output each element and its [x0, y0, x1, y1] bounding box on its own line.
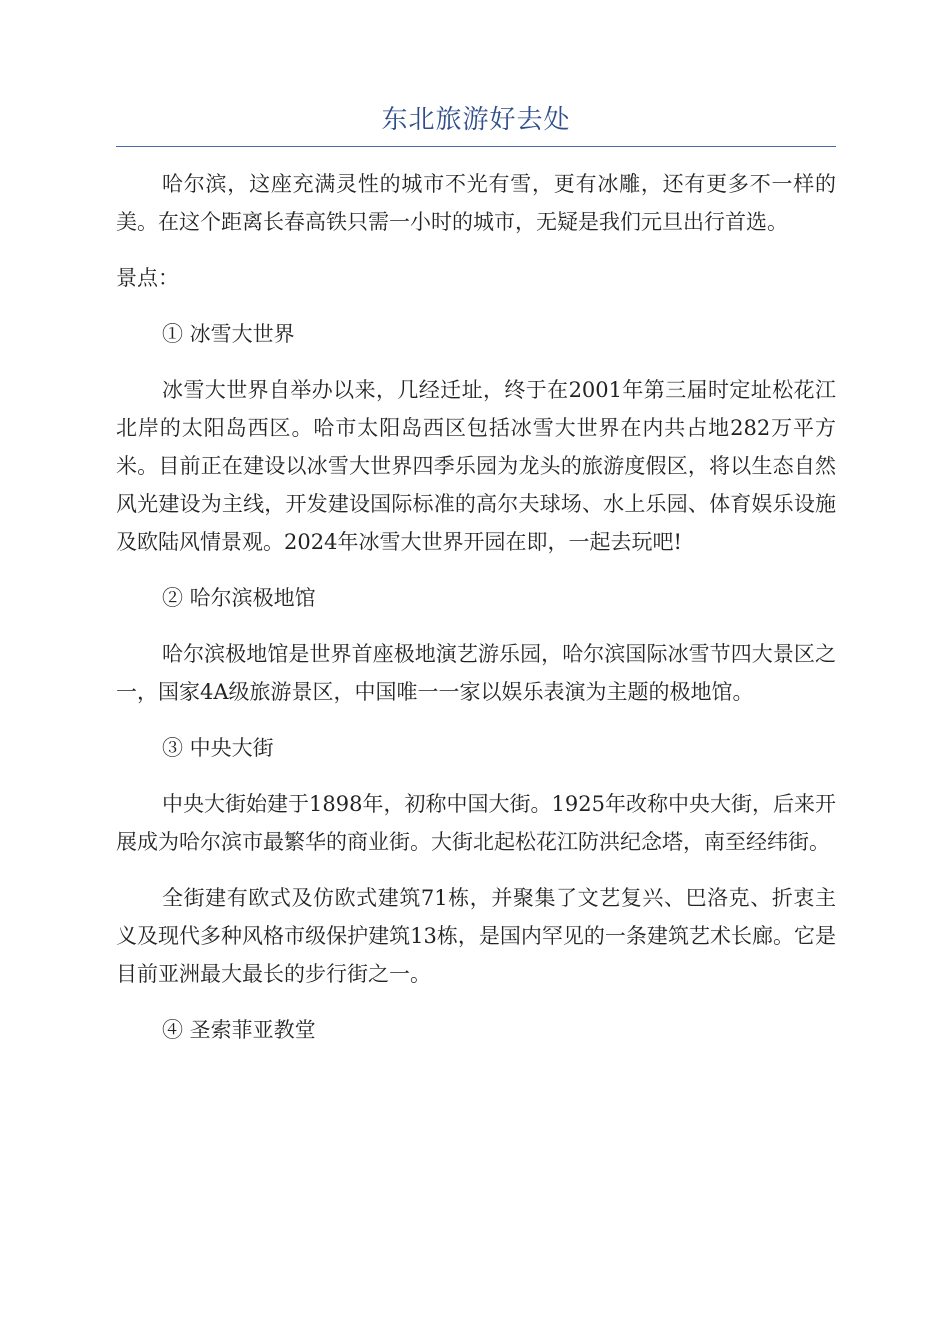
paragraph-polar-museum: 哈尔滨极地馆是世界首座极地演艺游乐园，哈尔滨国际冰雪节四大景区之一，国家4A级旅游景区，中国唯一一家以娱乐表演为主题的极地馆。: [116, 642, 836, 704]
section-heading-polar-museum: ② 哈尔滨极地馆: [162, 586, 316, 610]
intro-paragraph: 哈尔滨，这座充满灵性的城市不光有雪，更有冰雕，还有更多不一样的美。在这个距离长春高铁只需一小时的城市，无疑是我们元旦出行首选。: [116, 172, 836, 234]
page-title: 东北旅游好去处: [116, 100, 836, 147]
section-heading-st-sophia-cathedral: ④ 圣索菲亚教堂: [162, 1018, 316, 1042]
paragraph-central-street-1: 中央大街始建于1898年，初称中国大街。1925年改称中央大街，后来开展成为哈尔滨市最繁华的商业街。大街北起松花江防洪纪念塔，南至经纬街。: [116, 792, 836, 854]
paragraph-central-street-2: 全街建有欧式及仿欧式建筑71栋，并聚集了文艺复兴、巴洛克、折衷主义及现代多种风格市级保护建筑13栋，是国内罕见的一条建筑艺术长廊。它是目前亚洲最大最长的步行街之一。: [116, 886, 836, 986]
section-label: 景点：: [116, 266, 179, 290]
paragraph-ice-snow-world: 冰雪大世界自举办以来，几经迁址，终于在2001年第三届时定址松花江北岸的太阳岛西区。哈市太阳岛西区包括冰雪大世界在内共占地282万平方米。目前正在建设以冰雪大世界四季乐园为龙头的旅游度假区，将以生态自然风光建设为主线，开发建设国际标准的高尔夫球场、水上乐园、体育娱乐设施及欧陆风情景观。2024年冰雪大世界开园在即，一起去玩吧!: [116, 378, 836, 554]
section-heading-ice-snow-world: ① 冰雪大世界: [162, 322, 295, 346]
section-heading-central-street: ③ 中央大街: [162, 736, 274, 760]
document-page: [116, 100, 836, 1067]
